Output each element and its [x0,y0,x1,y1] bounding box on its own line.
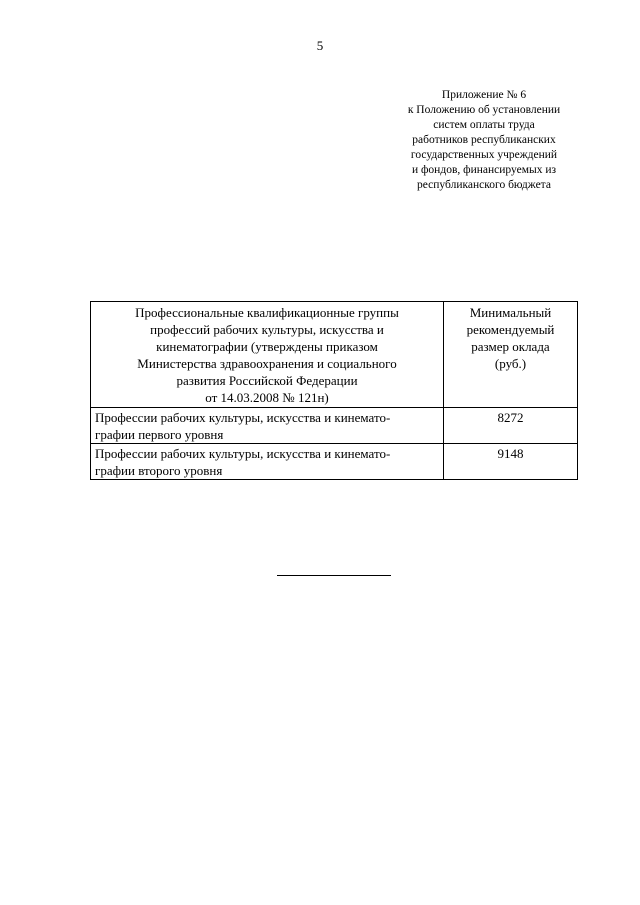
header-group-line: от 14.03.2008 № 121н) [205,390,329,405]
row-name-line: Профессии рабочих культуры, искусства и кинемато- [95,410,391,425]
page-number: 5 [316,38,324,53]
header-rate-line: рекомендуемый [466,322,555,337]
table-header-row [91,302,578,408]
header-group-line: кинематографии (утверждены приказом [156,339,378,354]
end-divider-line [277,575,391,576]
header-rate-line: размер оклада [471,339,550,354]
row-rate-value: 8272 [444,408,578,444]
header-group-line: профессий рабочих культуры, искусства и [150,322,384,337]
salary-rates-table [90,301,578,480]
header-rate-line: (руб.) [494,356,527,371]
header-group-line: развития Российской Федерации [176,373,358,388]
row-name-line: графии второго уровня [95,463,223,478]
row-name-line: графии первого уровня [95,427,224,442]
header-group-line: Министерства здравоохранения и социального [137,356,397,371]
row-profession-name [91,444,444,480]
appendix-line: систем оплаты труда [433,119,535,131]
appendix-line: к Положению об установлении [407,104,561,116]
table-row [91,408,578,444]
row-rate-value: 9148 [444,444,578,480]
header-group-line: Профессиональные квалификационные группы [135,305,399,320]
appendix-line: республиканского бюджета [417,179,551,191]
table-row [91,444,578,480]
appendix-line: работников республиканских [412,134,556,146]
appendix-line: и фондов, финансируемых из [411,164,557,176]
header-group-cell [91,302,444,408]
row-name-line: Профессии рабочих культуры, искусства и кинемато- [95,446,391,461]
appendix-line: государственных учреждений [410,149,558,161]
appendix-note [386,88,582,193]
header-rate-line: Минимальный [469,305,552,320]
header-rate-cell [444,302,578,408]
appendix-line: Приложение № 6 [441,89,527,101]
row-profession-name [91,408,444,444]
